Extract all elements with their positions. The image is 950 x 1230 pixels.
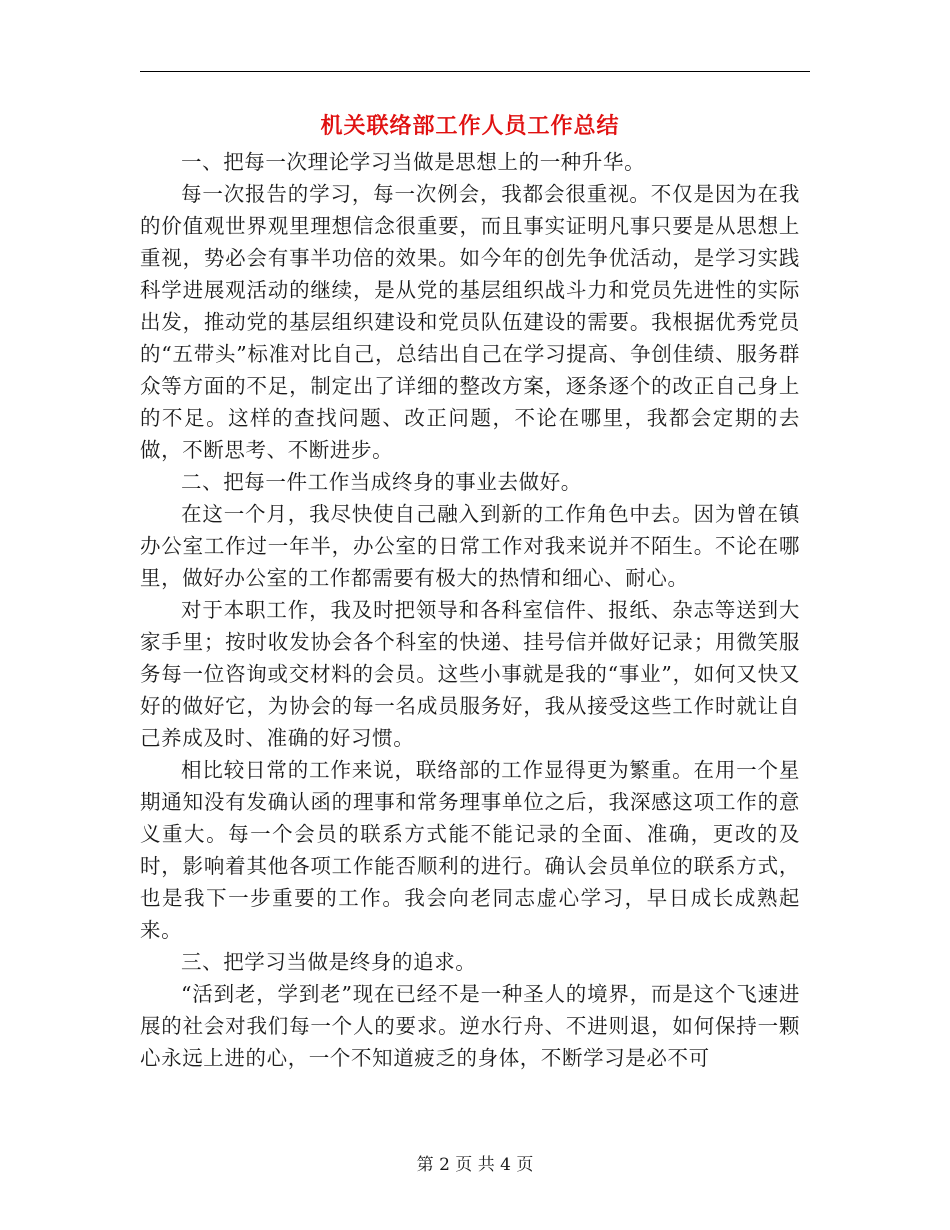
paragraph: 对于本职工作，我及时把领导和各科室信件、报纸、杂志等送到大家手里；按时收发协会各个科室的快递、挂号信并做好记录；用微笑服务每一位咨询或交材料的会员。这些小事就是我的“事业”，如何又快又好的做好它，为协会的每一名成员服务好，我从接受这些工作时就让自己养成及时、准确的好习惯。 — [140, 598, 800, 750]
document-body — [140, 106, 800, 1074]
paragraph-heading-2: 二、把每一件工作当成终身的事业去做好。 — [181, 470, 582, 494]
paragraph: “活到老，学到老”现在已经不是一种圣人的境界，而是这个飞速进展的社会对我们每一个人的要求。逆水行舟、不进则退，如何保持一颗心永远上进的心，一个不知道疲乏的身体，不断学习是必不可 — [140, 982, 800, 1070]
header-rule — [140, 71, 810, 72]
paragraph: 在这一个月，我尽快使自己融入到新的工作角色中去。因为曾在镇办公室工作过一年半，办公室的日常工作对我来说并不陌生。不论在哪里，做好办公室的工作都需要有极大的热情和细心、耐心。 — [140, 502, 800, 590]
paragraph: 相比较日常的工作来说，联络部的工作显得更为繁重。在用一个星期通知没有发确认函的理事和常务理事单位之后，我深感这项工作的意义重大。每一个会员的联系方式能不能记录的全面、准确，更改的及时，影响着其他各项工作能否顺利的进行。确认会员单位的联系方式，也是我下一步重要的工作。我会向老同志虚心学习，早日成长成熟起来。 — [140, 758, 800, 942]
paragraph-heading-3: 三、把学习当做是终身的追求。 — [181, 950, 477, 974]
page-number-footer: 第 2 页 共 4 页 — [416, 1155, 534, 1175]
document-title: 机关联络部工作人员工作总结 — [320, 113, 620, 139]
paragraph: 每一次报告的学习，每一次例会，我都会很重视。不仅是因为在我的价值观世界观里理想信念很重要，而且事实证明凡事只要是从思想上重视，势必会有事半功倍的效果。如今年的创先争优活动，是学习实践科学进展观活动的继续，是从党的基层组织战斗力和党员先进性的实际出发，推动党的基层组织建设和党员队伍建设的需要。我根据优秀党员的“五带头”标准对比自己，总结出自己在学习提高、争创佳绩、服务群众等方面的不足，制定出了详细的整改方案，逐条逐个的改正自己身上的不足。这样的查找问题、改正问题，不论在哪里，我都会定期的去做，不断思考、不断进步。 — [140, 182, 800, 462]
paragraph-heading-1: 一、把每一次理论学习当做是思想上的一种升华。 — [181, 150, 646, 174]
